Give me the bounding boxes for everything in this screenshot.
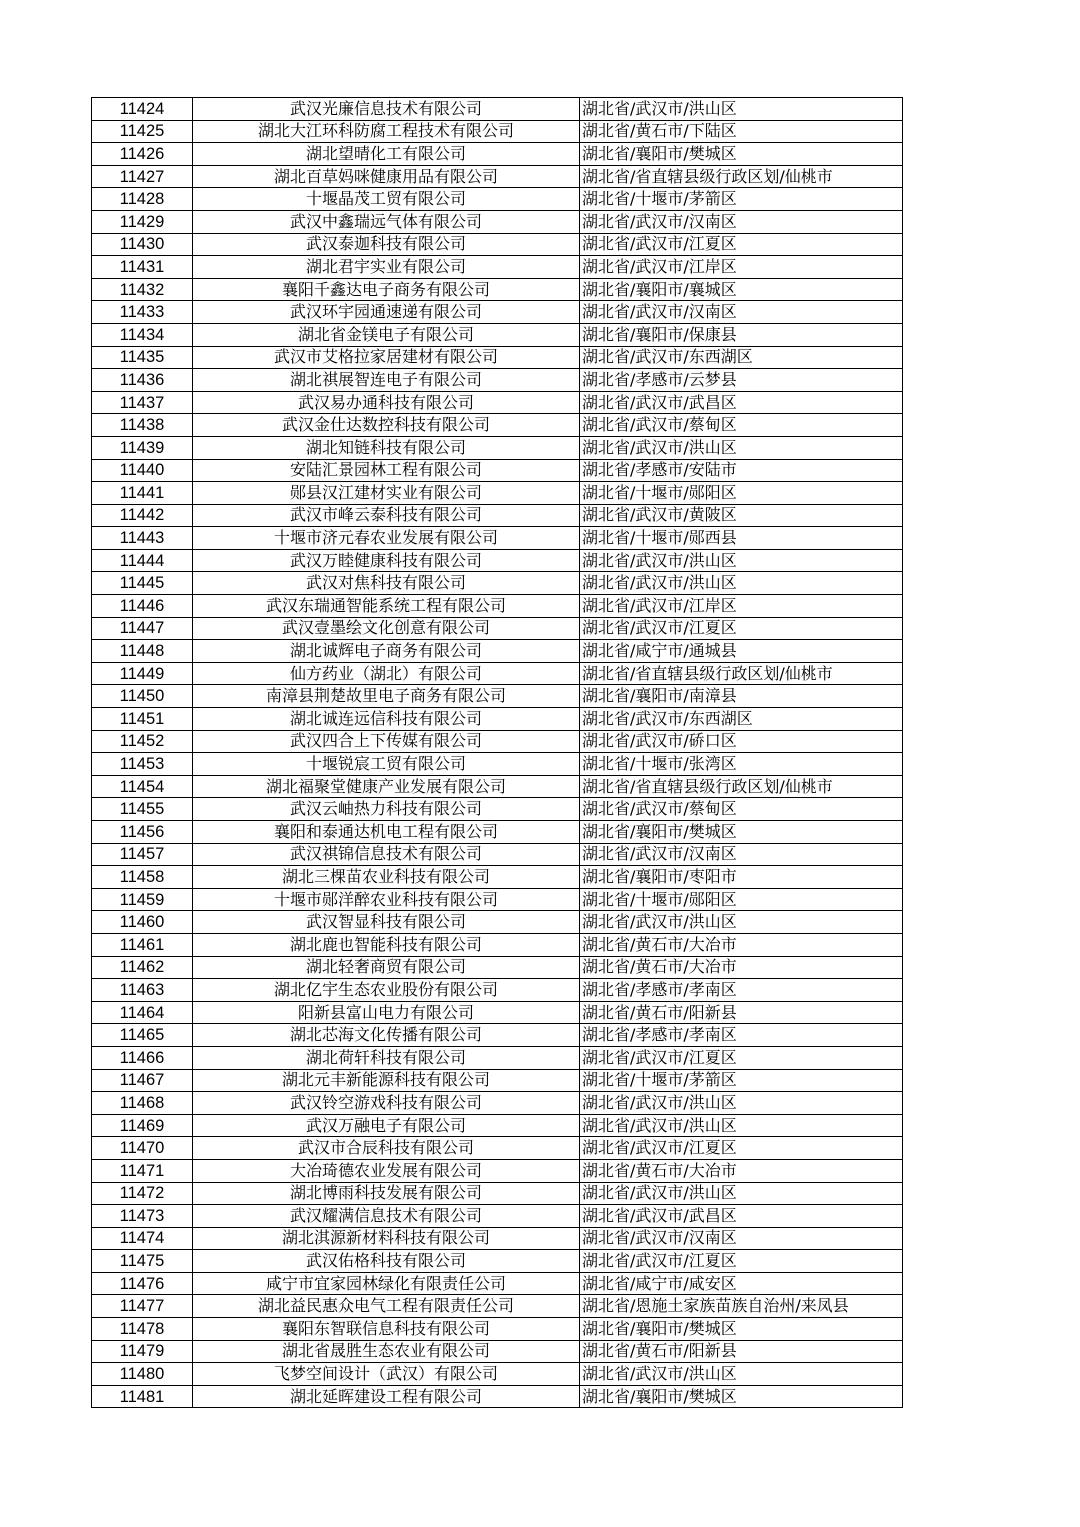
row-id-cell: 11435 [92, 346, 193, 369]
region-cell: 湖北省/黄石市/阳新县 [580, 1340, 903, 1363]
region-cell: 湖北省/省直辖县级行政区划/仙桃市 [580, 775, 903, 798]
region-cell: 湖北省/武汉市/江夏区 [580, 617, 903, 640]
region-cell: 湖北省/襄阳市/樊城区 [580, 1385, 903, 1408]
region-cell: 湖北省/武汉市/江夏区 [580, 1137, 903, 1160]
table-row [92, 1205, 903, 1228]
table-row [92, 165, 903, 188]
table-row [92, 459, 903, 482]
table-row [92, 1340, 903, 1363]
region-cell: 湖北省/十堰市/郧阳区 [580, 888, 903, 911]
company-name-cell: 湖北诚辉电子商务有限公司 [193, 640, 580, 663]
row-id-cell: 11462 [92, 956, 193, 979]
company-name-cell: 湖北鹿也智能科技有限公司 [193, 933, 580, 956]
region-cell: 湖北省/武汉市/洪山区 [580, 1092, 903, 1115]
row-id-cell: 11461 [92, 933, 193, 956]
row-id-cell: 11470 [92, 1137, 193, 1160]
region-cell: 湖北省/孝感市/孝南区 [580, 1024, 903, 1047]
company-name-cell: 十堰锐宸工贸有限公司 [193, 753, 580, 776]
region-cell: 湖北省/黄石市/大冶市 [580, 933, 903, 956]
row-id-cell: 11476 [92, 1272, 193, 1295]
region-cell: 湖北省/省直辖县级行政区划/仙桃市 [580, 662, 903, 685]
row-id-cell: 11477 [92, 1295, 193, 1318]
company-name-cell: 湖北元丰新能源科技有限公司 [193, 1069, 580, 1092]
region-cell: 湖北省/十堰市/张湾区 [580, 753, 903, 776]
company-name-cell: 湖北知链科技有限公司 [193, 436, 580, 459]
company-name-cell: 湖北望晴化工有限公司 [193, 143, 580, 166]
company-name-cell: 武汉壹墨绘文化创意有限公司 [193, 617, 580, 640]
company-name-cell: 武汉智显科技有限公司 [193, 911, 580, 934]
region-cell: 湖北省/武汉市/洪山区 [580, 436, 903, 459]
company-name-cell: 武汉光廉信息技术有限公司 [193, 98, 580, 121]
region-cell: 湖北省/武汉市/江岸区 [580, 595, 903, 618]
row-id-cell: 11466 [92, 1046, 193, 1069]
row-id-cell: 11463 [92, 979, 193, 1002]
table-row [92, 436, 903, 459]
region-cell: 湖北省/武汉市/洪山区 [580, 98, 903, 121]
company-name-cell: 武汉环宇园通速递有限公司 [193, 301, 580, 324]
row-id-cell: 11469 [92, 1114, 193, 1137]
table-row [92, 843, 903, 866]
region-cell: 湖北省/十堰市/郧西县 [580, 527, 903, 550]
table-row [92, 504, 903, 527]
region-cell: 湖北省/十堰市/郧阳区 [580, 482, 903, 505]
company-name-cell: 武汉东瑞通智能系统工程有限公司 [193, 595, 580, 618]
table-row [92, 1137, 903, 1160]
company-name-cell: 十堰晶茂工贸有限公司 [193, 188, 580, 211]
table-row [92, 301, 903, 324]
company-name-cell: 湖北轻奢商贸有限公司 [193, 956, 580, 979]
table-row [92, 369, 903, 392]
company-name-cell: 武汉四合上下传媒有限公司 [193, 730, 580, 753]
table-row [92, 1069, 903, 1092]
company-name-cell: 十堰市济元春农业发展有限公司 [193, 527, 580, 550]
row-id-cell: 11478 [92, 1318, 193, 1341]
region-cell: 湖北省/襄阳市/襄城区 [580, 278, 903, 301]
row-id-cell: 11464 [92, 1001, 193, 1024]
table-row [92, 866, 903, 889]
company-name-cell: 湖北福聚堂健康产业发展有限公司 [193, 775, 580, 798]
company-name-cell: 湖北百草妈咪健康用品有限公司 [193, 165, 580, 188]
table-row [92, 1385, 903, 1408]
row-id-cell: 11428 [92, 188, 193, 211]
row-id-cell: 11438 [92, 414, 193, 437]
region-cell: 湖北省/武汉市/洪山区 [580, 911, 903, 934]
region-cell: 湖北省/咸宁市/咸安区 [580, 1272, 903, 1295]
table-row [92, 1272, 903, 1295]
row-id-cell: 11426 [92, 143, 193, 166]
row-id-cell: 11456 [92, 821, 193, 844]
row-id-cell: 11474 [92, 1227, 193, 1250]
table-row [92, 798, 903, 821]
row-id-cell: 11455 [92, 798, 193, 821]
table-row [92, 595, 903, 618]
region-cell: 湖北省/武汉市/江岸区 [580, 256, 903, 279]
row-id-cell: 11424 [92, 98, 193, 121]
region-cell: 湖北省/恩施土家族苗族自治州/来凤县 [580, 1295, 903, 1318]
table-row [92, 256, 903, 279]
table-row [92, 414, 903, 437]
company-name-cell: 襄阳东智联信息科技有限公司 [193, 1318, 580, 1341]
table-row [92, 572, 903, 595]
region-cell: 湖北省/武汉市/江夏区 [580, 1250, 903, 1273]
row-id-cell: 11434 [92, 323, 193, 346]
row-id-cell: 11451 [92, 708, 193, 731]
region-cell: 湖北省/武汉市/江夏区 [580, 233, 903, 256]
region-cell: 湖北省/武汉市/黄陂区 [580, 504, 903, 527]
row-id-cell: 11459 [92, 888, 193, 911]
company-name-cell: 安陆汇景园林工程有限公司 [193, 459, 580, 482]
company-name-cell: 武汉对焦科技有限公司 [193, 572, 580, 595]
table-row [92, 391, 903, 414]
company-name-cell: 武汉金仕达数控科技有限公司 [193, 414, 580, 437]
company-name-cell: 十堰市郧洋醉农业科技有限公司 [193, 888, 580, 911]
table-row [92, 888, 903, 911]
table-row [92, 143, 903, 166]
row-id-cell: 11447 [92, 617, 193, 640]
row-id-cell: 11437 [92, 391, 193, 414]
company-name-cell: 武汉万睦健康科技有限公司 [193, 549, 580, 572]
row-id-cell: 11444 [92, 549, 193, 572]
table-row [92, 1250, 903, 1273]
region-cell: 湖北省/十堰市/茅箭区 [580, 188, 903, 211]
region-cell: 湖北省/武汉市/蔡甸区 [580, 798, 903, 821]
table-row [92, 911, 903, 934]
row-id-cell: 11430 [92, 233, 193, 256]
region-cell: 湖北省/孝感市/孝南区 [580, 979, 903, 1002]
company-name-cell: 武汉云岫热力科技有限公司 [193, 798, 580, 821]
table-row [92, 1159, 903, 1182]
table-row [92, 1363, 903, 1386]
region-cell: 湖北省/咸宁市/通城县 [580, 640, 903, 663]
table-row [92, 527, 903, 550]
table-row [92, 775, 903, 798]
row-id-cell: 11471 [92, 1159, 193, 1182]
region-cell: 湖北省/武汉市/汉南区 [580, 843, 903, 866]
company-name-cell: 湖北诚连远信科技有限公司 [193, 708, 580, 731]
row-id-cell: 11479 [92, 1340, 193, 1363]
region-cell: 湖北省/武汉市/洪山区 [580, 572, 903, 595]
region-cell: 湖北省/十堰市/茅箭区 [580, 1069, 903, 1092]
row-id-cell: 11454 [92, 775, 193, 798]
region-cell: 湖北省/武汉市/东西湖区 [580, 346, 903, 369]
row-id-cell: 11452 [92, 730, 193, 753]
company-name-cell: 湖北三棵苗农业科技有限公司 [193, 866, 580, 889]
region-cell: 湖北省/武汉市/武昌区 [580, 391, 903, 414]
row-id-cell: 11431 [92, 256, 193, 279]
company-name-cell: 武汉祺锦信息技术有限公司 [193, 843, 580, 866]
region-cell: 湖北省/武汉市/洪山区 [580, 549, 903, 572]
table-row [92, 640, 903, 663]
company-name-cell: 湖北荷轩科技有限公司 [193, 1046, 580, 1069]
company-name-cell: 湖北益民惠众电气工程有限责任公司 [193, 1295, 580, 1318]
region-cell: 湖北省/武汉市/武昌区 [580, 1205, 903, 1228]
region-cell: 湖北省/武汉市/汉南区 [580, 1227, 903, 1250]
row-id-cell: 11443 [92, 527, 193, 550]
company-name-cell: 湖北博雨科技发展有限公司 [193, 1182, 580, 1205]
table-row [92, 482, 903, 505]
region-cell: 湖北省/黄石市/大冶市 [580, 956, 903, 979]
row-id-cell: 11475 [92, 1250, 193, 1273]
company-name-cell: 武汉市艾格拉家居建材有限公司 [193, 346, 580, 369]
table-row [92, 98, 903, 121]
company-name-cell: 大冶琦德农业发展有限公司 [193, 1159, 580, 1182]
region-cell: 湖北省/武汉市/蔡甸区 [580, 414, 903, 437]
company-name-cell: 武汉中鑫瑞远气体有限公司 [193, 210, 580, 233]
row-id-cell: 11458 [92, 866, 193, 889]
company-name-cell: 湖北祺展智连电子有限公司 [193, 369, 580, 392]
region-cell: 湖北省/襄阳市/樊城区 [580, 143, 903, 166]
row-id-cell: 11467 [92, 1069, 193, 1092]
row-id-cell: 11440 [92, 459, 193, 482]
table-row [92, 1114, 903, 1137]
table-row [92, 1046, 903, 1069]
row-id-cell: 11465 [92, 1024, 193, 1047]
table-row [92, 1024, 903, 1047]
company-name-cell: 湖北芯海文化传播有限公司 [193, 1024, 580, 1047]
region-cell: 湖北省/武汉市/洪山区 [580, 1114, 903, 1137]
row-id-cell: 11449 [92, 662, 193, 685]
region-cell: 湖北省/黄石市/下陆区 [580, 120, 903, 143]
table-row [92, 278, 903, 301]
company-name-cell: 湖北淇源新材料科技有限公司 [193, 1227, 580, 1250]
region-cell: 湖北省/襄阳市/南漳县 [580, 685, 903, 708]
row-id-cell: 11427 [92, 165, 193, 188]
table-row [92, 1182, 903, 1205]
row-id-cell: 11425 [92, 120, 193, 143]
table-row [92, 933, 903, 956]
company-name-cell: 武汉市峰云泰科技有限公司 [193, 504, 580, 527]
company-name-cell: 湖北省金镁电子有限公司 [193, 323, 580, 346]
company-name-cell: 襄阳和泰通达机电工程有限公司 [193, 821, 580, 844]
row-id-cell: 11457 [92, 843, 193, 866]
company-table-body [92, 98, 903, 1408]
row-id-cell: 11480 [92, 1363, 193, 1386]
row-id-cell: 11436 [92, 369, 193, 392]
region-cell: 湖北省/武汉市/汉南区 [580, 301, 903, 324]
company-name-cell: 武汉耀满信息技术有限公司 [193, 1205, 580, 1228]
company-name-cell: 武汉易办通科技有限公司 [193, 391, 580, 414]
row-id-cell: 11473 [92, 1205, 193, 1228]
row-id-cell: 11472 [92, 1182, 193, 1205]
table-row [92, 730, 903, 753]
company-name-cell: 郧县汉江建材实业有限公司 [193, 482, 580, 505]
region-cell: 湖北省/黄石市/阳新县 [580, 1001, 903, 1024]
company-name-cell: 湖北君宇实业有限公司 [193, 256, 580, 279]
region-cell: 湖北省/孝感市/安陆市 [580, 459, 903, 482]
table-row [92, 1318, 903, 1341]
row-id-cell: 11442 [92, 504, 193, 527]
company-name-cell: 阳新县富山电力有限公司 [193, 1001, 580, 1024]
region-cell: 湖北省/襄阳市/保康县 [580, 323, 903, 346]
row-id-cell: 11453 [92, 753, 193, 776]
region-cell: 湖北省/武汉市/洪山区 [580, 1363, 903, 1386]
table-row [92, 979, 903, 1002]
region-cell: 湖北省/武汉市/汉南区 [580, 210, 903, 233]
row-id-cell: 11448 [92, 640, 193, 663]
row-id-cell: 11460 [92, 911, 193, 934]
table-row [92, 120, 903, 143]
table-row [92, 821, 903, 844]
company-name-cell: 武汉佑格科技有限公司 [193, 1250, 580, 1273]
table-row [92, 188, 903, 211]
company-name-cell: 襄阳千鑫达电子商务有限公司 [193, 278, 580, 301]
region-cell: 湖北省/武汉市/东西湖区 [580, 708, 903, 731]
table-row [92, 1092, 903, 1115]
region-cell: 湖北省/省直辖县级行政区划/仙桃市 [580, 165, 903, 188]
table-row [92, 662, 903, 685]
company-name-cell: 飞梦空间设计（武汉）有限公司 [193, 1363, 580, 1386]
row-id-cell: 11450 [92, 685, 193, 708]
table-row [92, 1227, 903, 1250]
company-table [91, 97, 903, 1408]
region-cell: 湖北省/黄石市/大冶市 [580, 1159, 903, 1182]
table-row [92, 617, 903, 640]
table-row [92, 956, 903, 979]
region-cell: 湖北省/襄阳市/樊城区 [580, 821, 903, 844]
table-row [92, 233, 903, 256]
region-cell: 湖北省/襄阳市/樊城区 [580, 1318, 903, 1341]
row-id-cell: 11439 [92, 436, 193, 459]
table-row [92, 210, 903, 233]
table-row [92, 708, 903, 731]
region-cell: 湖北省/武汉市/江夏区 [580, 1046, 903, 1069]
table-row [92, 1001, 903, 1024]
company-name-cell: 湖北延晖建设工程有限公司 [193, 1385, 580, 1408]
table-row [92, 549, 903, 572]
table-row [92, 346, 903, 369]
table-row [92, 753, 903, 776]
table-row [92, 1295, 903, 1318]
table-row [92, 685, 903, 708]
company-name-cell: 咸宁市宜家园林绿化有限责任公司 [193, 1272, 580, 1295]
company-name-cell: 湖北省晟胜生态农业有限公司 [193, 1340, 580, 1363]
company-name-cell: 武汉市合辰科技有限公司 [193, 1137, 580, 1160]
company-name-cell: 武汉铃空游戏科技有限公司 [193, 1092, 580, 1115]
table-row [92, 323, 903, 346]
region-cell: 湖北省/孝感市/云梦县 [580, 369, 903, 392]
region-cell: 湖北省/武汉市/硚口区 [580, 730, 903, 753]
row-id-cell: 11445 [92, 572, 193, 595]
company-name-cell: 武汉万融电子有限公司 [193, 1114, 580, 1137]
row-id-cell: 11429 [92, 210, 193, 233]
row-id-cell: 11481 [92, 1385, 193, 1408]
row-id-cell: 11441 [92, 482, 193, 505]
company-name-cell: 武汉泰迦科技有限公司 [193, 233, 580, 256]
company-name-cell: 湖北大江环科防腐工程技术有限公司 [193, 120, 580, 143]
company-name-cell: 湖北亿宇生态农业股份有限公司 [193, 979, 580, 1002]
row-id-cell: 11446 [92, 595, 193, 618]
region-cell: 湖北省/武汉市/洪山区 [580, 1182, 903, 1205]
company-name-cell: 仙方药业（湖北）有限公司 [193, 662, 580, 685]
company-name-cell: 南漳县荆楚故里电子商务有限公司 [193, 685, 580, 708]
row-id-cell: 11432 [92, 278, 193, 301]
row-id-cell: 11433 [92, 301, 193, 324]
region-cell: 湖北省/襄阳市/枣阳市 [580, 866, 903, 889]
row-id-cell: 11468 [92, 1092, 193, 1115]
